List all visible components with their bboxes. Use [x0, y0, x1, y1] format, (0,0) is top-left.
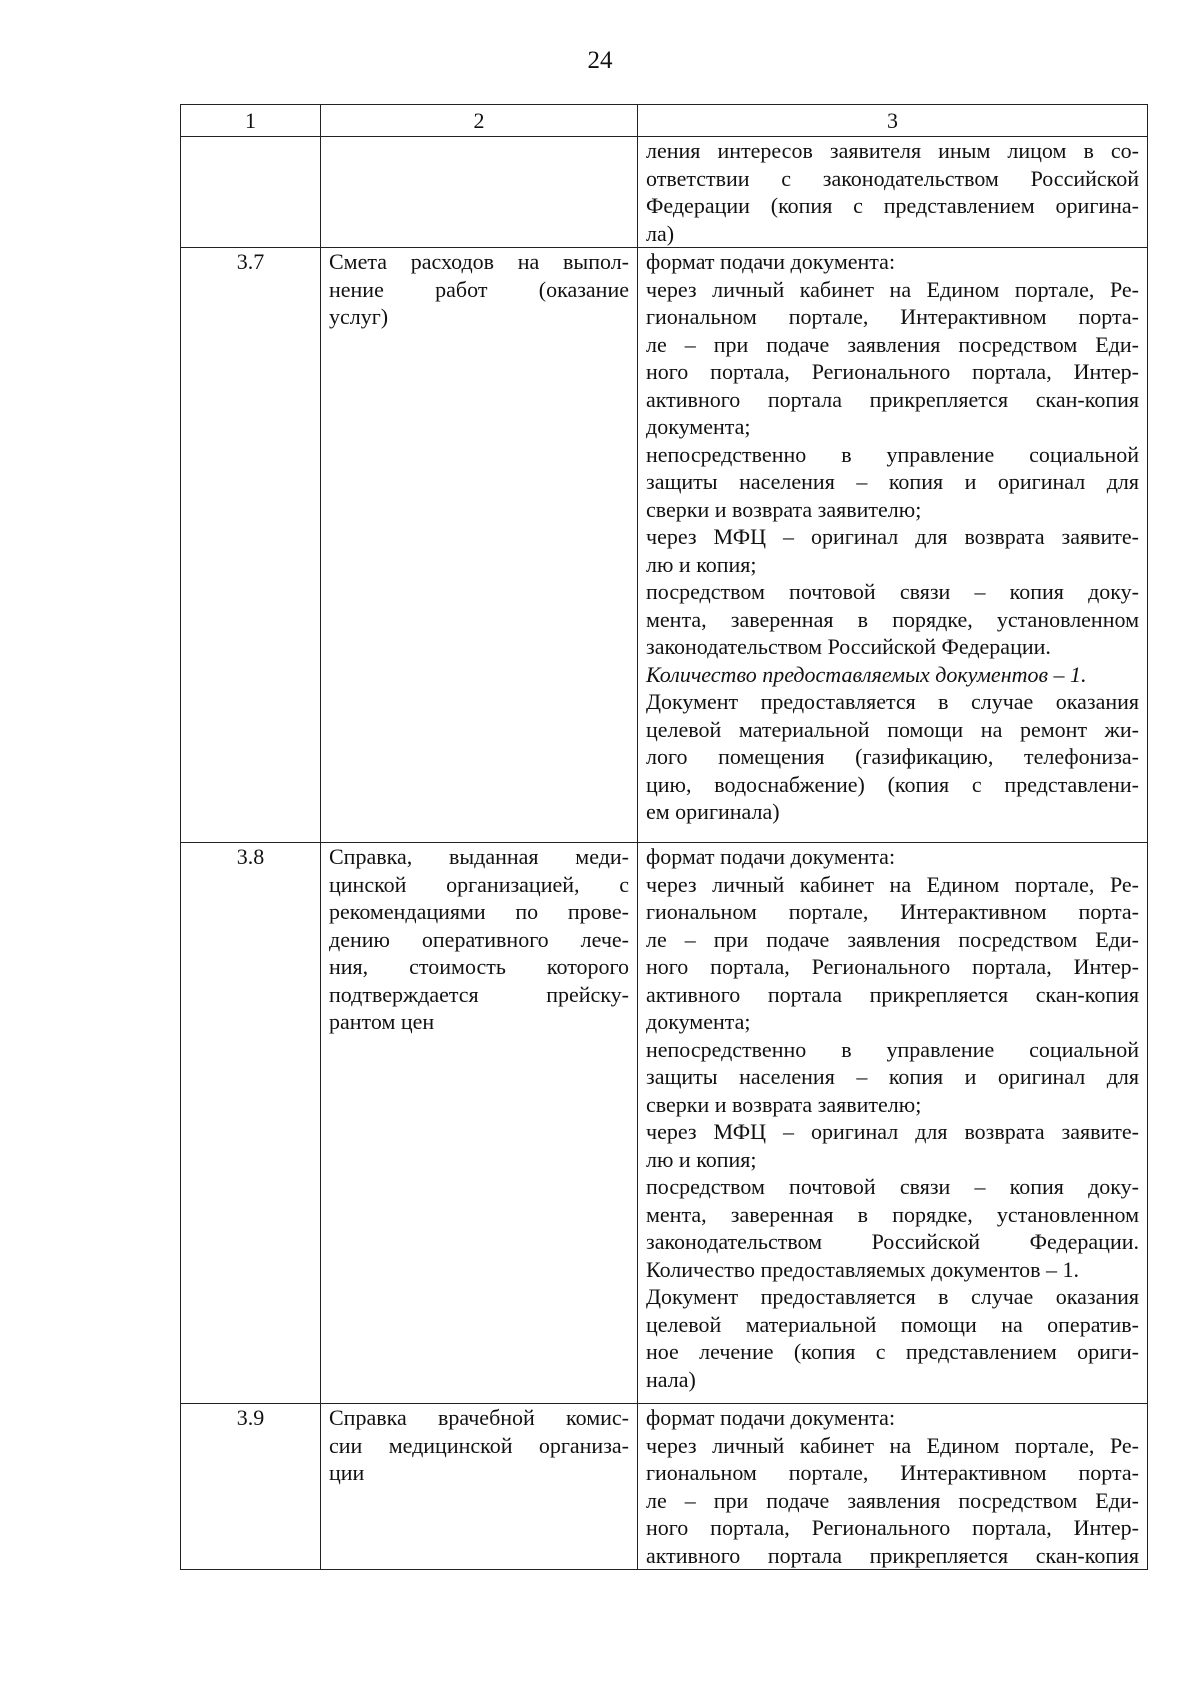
text-line: лю и копия; [646, 1146, 757, 1172]
text-line: ного портала, Регионального портала, Интер- [646, 1515, 1139, 1540]
text-line: ле – при подаче заявления посредством Еди- [646, 331, 1139, 357]
submission-format-cell [638, 248, 1148, 843]
document-name-cell [321, 248, 638, 843]
text-line: через личный кабинет на Едином портале, Ре- [646, 871, 1139, 897]
text-line: Смета расходов на выпол- [329, 249, 629, 274]
text-line: дению оперативного лече- [329, 926, 629, 952]
text-line: активного портала прикрепляется скан-копия [646, 1542, 1139, 1568]
text-line: услуг) [329, 304, 389, 329]
row-number-cell: 3.7 [181, 248, 321, 843]
text-line: ления интересов заявителя иным лицом в со- [646, 138, 1139, 163]
text-line: через МФЦ – оригинал для возврата заявите- [646, 524, 1139, 549]
text-line: рекомендациями по прове- [329, 899, 629, 924]
text-line: гиональном портале, Интерактивном порта- [646, 1460, 1139, 1485]
document-name-cell [321, 1404, 638, 1570]
text-line: сверки и возврата заявителю; [646, 496, 922, 522]
row-number-cell [181, 137, 321, 248]
submission-format-cell [638, 843, 1148, 1404]
row-number-cell: 3.8 [181, 843, 321, 1404]
text-line: активного портала прикрепляется скан-копия [646, 981, 1139, 1007]
table-header-row [181, 105, 1148, 137]
text-line: цию, водоснабжение) (копия с представлени- [646, 771, 1139, 797]
text-line: ное лечение (копия с представлением ориги- [646, 1339, 1139, 1364]
text-line: Документ предоставляется в случае оказания [646, 689, 1139, 714]
text-line: ния, стоимость которого [329, 954, 629, 979]
column-header-3: 3 [638, 105, 1148, 137]
row-number-cell: 3.9 [181, 1404, 321, 1570]
text-line: Справка, выданная меди- [329, 844, 629, 869]
text-line: ного портала, Регионального портала, Интер- [646, 359, 1139, 384]
text-line: гиональном портале, Интерактивном порта- [646, 304, 1139, 329]
text-line: Документ предоставляется в случае оказания [646, 1284, 1139, 1309]
table-row [181, 248, 1148, 843]
text-line: ле – при подаче заявления посредством Еди- [646, 926, 1139, 952]
table-row [181, 137, 1148, 248]
table-row [181, 843, 1148, 1404]
text-line: ла) [646, 220, 675, 246]
text-line: ответствии с законодательством Российской [646, 165, 1139, 191]
text-line: формат подачи документа: [646, 249, 896, 274]
text-line: активного портала прикрепляется скан-копия [646, 386, 1139, 412]
text-line: цинской организацией, с [329, 871, 629, 897]
text-line: сии медицинской организа- [329, 1432, 629, 1458]
text-line: защиты населения – копия и оригинал для [646, 1064, 1139, 1089]
table-row [181, 1404, 1148, 1570]
text-line: защиты населения – копия и оригинал для [646, 469, 1139, 494]
text-line: гиональном портале, Интерактивном порта- [646, 899, 1139, 924]
text-line: рантом цен [329, 1009, 435, 1034]
text-line: ем оригинала) [646, 799, 780, 824]
submission-format-cell [638, 1404, 1148, 1570]
text-line: мента, заверенная в порядке, установленном [646, 1201, 1139, 1227]
column-header-2: 2 [321, 105, 638, 137]
text-line: непосредственно в управление социальной [646, 441, 1139, 467]
document-table [180, 104, 1148, 1570]
text-line: целевой материальной помощи на ремонт жи- [646, 716, 1139, 742]
document-name-cell [321, 137, 638, 248]
text-line: Количество предоставляемых документов – 1. [646, 1256, 1080, 1282]
text-line: Справка врачебной комис- [329, 1405, 629, 1430]
text-line: посредством почтовой связи – копия доку- [646, 579, 1139, 604]
text-line: мента, заверенная в порядке, установленном [646, 606, 1139, 632]
submission-format-cell [638, 137, 1148, 248]
text-line: подтверждается прейску- [329, 981, 629, 1007]
text-line: Федерации (копия с представлением оригина- [646, 193, 1139, 218]
text-line: нала) [646, 1366, 696, 1392]
text-line: целевой материальной помощи на оператив- [646, 1311, 1139, 1337]
text-line: ции [329, 1460, 365, 1485]
text-line: формат подачи документа: [646, 1405, 896, 1430]
text-line: через МФЦ – оригинал для возврата заявите- [646, 1119, 1139, 1144]
text-line: законодательством Российской Федерации. [646, 1229, 1139, 1254]
text-line: формат подачи документа: [646, 844, 896, 869]
text-line: документа; [646, 414, 751, 439]
column-header-1: 1 [181, 105, 321, 137]
text-line: Количество предоставляемых документов – 1. [646, 661, 1087, 687]
document-name-cell [321, 843, 638, 1404]
text-line: законодательством Российской Федерации. [646, 634, 1051, 659]
text-line: лого помещения (газификацию, телефониза- [646, 744, 1139, 769]
text-line: посредством почтовой связи – копия доку- [646, 1174, 1139, 1199]
text-line: сверки и возврата заявителю; [646, 1091, 922, 1117]
text-line: через личный кабинет на Едином портале, Ре- [646, 1432, 1139, 1458]
text-line: через личный кабинет на Едином портале, Ре- [646, 276, 1139, 302]
text-line: нение работ (оказание [329, 276, 629, 302]
text-line: непосредственно в управление социальной [646, 1036, 1139, 1062]
page-number: 24 [587, 47, 613, 74]
text-line: ле – при подаче заявления посредством Еди- [646, 1487, 1139, 1513]
text-line: ного портала, Регионального портала, Интер- [646, 954, 1139, 979]
text-line: документа; [646, 1009, 751, 1034]
text-line: лю и копия; [646, 551, 757, 577]
